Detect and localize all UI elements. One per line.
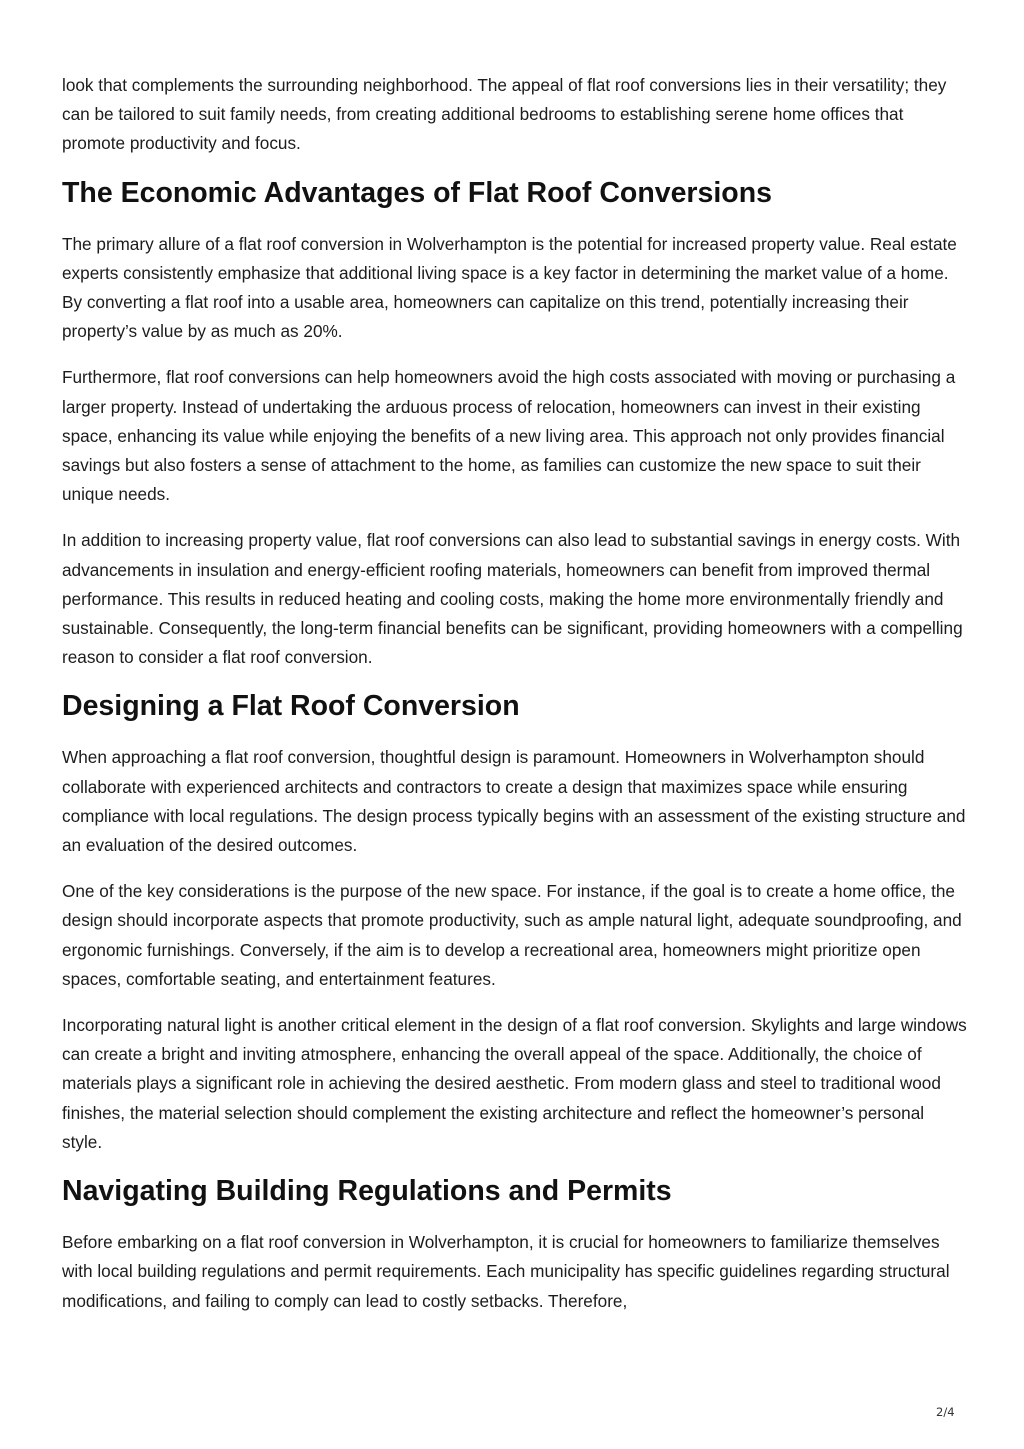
paragraph-natural-light: Incorporating natural light is another critical element in the design of a flat roof conversion. Skylights and large windows can create a bright and inviting atmosphere, enhancing the overall appeal of the space. Additionally, the choice of materials plays a significant role in achieving the desired aesthetic. From modern glass and steel to traditional wood finishes, the material selection should complement the existing architecture and reflect the homeowner’s personal style.	[62, 1015, 967, 1152]
document-page	[62, 71, 967, 1333]
paragraph-intro-continued: look that complements the surrounding neighborhood. The appeal of flat roof conversions lies in their versatility; they can be tailored to suit family needs, from creating additional bedrooms to establishing serene home offices that promote productivity and focus.	[62, 75, 947, 154]
paragraph-thoughtful-design: When approaching a flat roof conversion, thoughtful design is paramount. Homeowners in Wolverhampton should collaborate with experienced architects and contractors to create a design that maximizes space while ensuring compliance with local regulations. The design process typically begins with an assessment of the existing structure and an evaluation of the desired outcomes.	[62, 747, 966, 856]
paragraph-property-value: The primary allure of a flat roof conversion in Wolverhampton is the potential for increased property value. Real estate experts consistently emphasize that additional living space is a key factor in determining the market value of a home. By converting a flat roof into a usable area, homeowners can capitalize on this trend, potentially increasing their property’s value by as much as 20%.	[62, 233, 957, 342]
heading-economic-advantages: The Economic Advantages of Flat Roof Conversions	[62, 176, 772, 209]
page-number: 2/4	[936, 1405, 955, 1419]
paragraph-regulations-permits: Before embarking on a flat roof conversion in Wolverhampton, it is crucial for homeowners to familiarize themselves with local building regulations and permit requirements. Each municipality has specific guidelines regarding structural modifications, and failing to comply can lead to costly setbacks. Therefore,	[62, 1232, 950, 1311]
paragraph-energy-savings: In addition to increasing property value, flat roof conversions can also lead to substantial savings in energy costs. With advancements in insulation and energy-efficient roofing materials, homeowners can benefit from improved thermal performance. This results in reduced heating and cooling costs, making the home more environmentally friendly and sustainable. Consequently, the long-term financial benefits can be significant, providing homeowners with a compelling reason to consider a flat roof conversion.	[62, 530, 963, 668]
paragraph-avoid-moving-costs: Furthermore, flat roof conversions can help homeowners avoid the high costs associated with moving or purchasing a larger property. Instead of undertaking the arduous process of relocation, homeowners can invest in their existing space, enhancing its value while enjoying the benefits of a new living area. This approach not only provides financial savings but also fosters a sense of attachment to the home, as families can customize the new space to suit their unique needs.	[62, 367, 956, 505]
heading-designing-conversion: Designing a Flat Roof Conversion	[62, 690, 520, 723]
paragraph-purpose-of-space: One of the key considerations is the purpose of the new space. For instance, if the goal is to create a home office, the design should incorporate aspects that promote productivity, such as ample natural light, adequate soundproofing, and ergonomic furnishings. Conversely, if the aim is to develop a recreational area, homeowners might prioritize open spaces, comfortable seating, and entertainment features.	[62, 881, 962, 989]
heading-building-regulations: Navigating Building Regulations and Permits	[62, 1175, 672, 1208]
